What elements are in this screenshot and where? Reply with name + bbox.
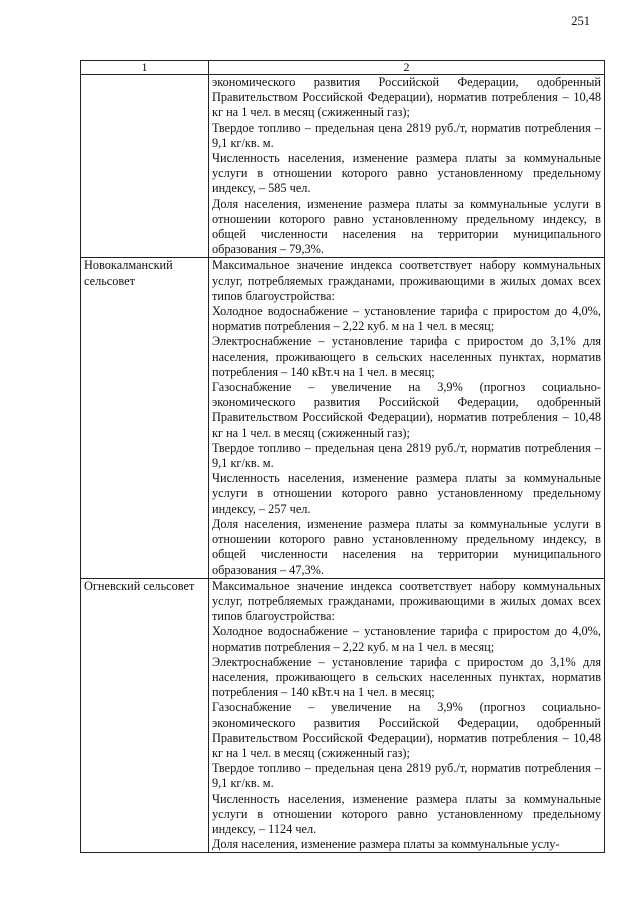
paragraph: Холодное водоснабжение – установление тарифа с приростом до 4,0%, норматив потребления – 2,22 куб. м на 1 чел. в месяц; (212, 624, 601, 654)
indicator-description (209, 258, 605, 578)
paragraph: экономического развития Российской Федерации, одобренный Правительством Российской Федерации), норматив потребления – 10,48 кг на 1 чел. в месяц (сжиженный газ); (212, 75, 601, 120)
indicator-description (209, 75, 605, 258)
paragraph: Электроснабжение – установление тарифа с приростом до 3,1% для населения, проживающего в сельских населенных пунктах, норматив потребления – 140 кВт.ч на 1 чел. в месяц; (212, 334, 601, 379)
paragraph: Численность населения, изменение размера платы за коммунальные услуги в отношении которого равно установленному предельному индексу, – 257 чел. (212, 471, 601, 516)
document-table (80, 60, 605, 853)
table-row (81, 578, 605, 853)
paragraph: Доля населения, изменение размера платы за коммунальные услуги в отношении которого равно установленному предельному индексу, в общей численности населения на территории муниципального образования – 79,3%. (212, 196, 601, 257)
table-header-row (81, 61, 605, 75)
paragraph: Доля населения, изменение размера платы за коммунальные услуги в отношении которого равно установленному предельному индексу, в общей численности населения на территории муниципального образования – 47,3%. (212, 516, 601, 577)
paragraph: Электроснабжение – установление тарифа с приростом до 3,1% для населения, проживающего в сельских населенных пунктах, норматив потребления – 140 кВт.ч на 1 чел. в месяц; (212, 654, 601, 700)
paragraph: Газоснабжение – увеличение на 3,9% (прогноз социально-экономического развития Российской Федерации, одобренный Правительством Российской Федерации), норматив потребления – 10,48 кг на 1 чел. в месяц (сжиженный газ); (212, 380, 601, 440)
paragraph: Численность населения, изменение размера платы за коммунальные услуги в отношении которого равно установленному предельному индексу, – 1124 чел. (212, 791, 601, 836)
municipality-name: Огневский сельсовет (81, 578, 209, 853)
paragraph: Доля населения, изменение размера платы за коммунальные услу- (212, 837, 560, 852)
indicator-description (209, 578, 605, 853)
paragraph: Максимальное значение индекса соответствует набору коммунальных услуг, потребляемых гражданами, проживающими в жилых домах всех типов благоустройства: (212, 578, 601, 624)
municipality-name (81, 75, 209, 258)
column-1-header: 1 (81, 61, 209, 75)
paragraph: Газоснабжение – увеличение на 3,9% (прогноз социально-экономического развития Российской Федерации, одобренный Правительством Российской Федерации), норматив потребления – 10,48 кг на 1 чел. в месяц (сжиженный газ); (212, 700, 601, 760)
paragraph: Максимальное значение индекса соответствует набору коммунальных услуг, потребляемых гражданами, проживающими в жилых домах всех типов благоустройства: (212, 258, 601, 303)
paragraph: Твердое топливо – предельная цена 2819 руб./т, норматив потребления – 9,1 кг/кв. м. (212, 440, 601, 471)
column-2-header: 2 (209, 61, 605, 75)
paragraph: Численность населения, изменение размера платы за коммунальные услуги в отношении которого равно установленному предельному индексу, – 585 чел. (212, 151, 601, 196)
paragraph: Холодное водоснабжение – установление тарифа с приростом до 4,0%, норматив потребления – 2,22 куб. м на 1 чел. в месяц; (212, 304, 601, 334)
municipality-name: Новокалманский сельсовет (81, 258, 209, 578)
paragraph: Твердое топливо – предельная цена 2819 руб./т, норматив потребления – 9,1 кг/кв. м. (212, 761, 601, 791)
paragraph: Твердое топливо – предельная цена 2819 руб./т, норматив потребления – 9,1 кг/кв. м. (212, 120, 601, 150)
page-number: 251 (571, 14, 590, 28)
table-row (81, 75, 605, 258)
table-row (81, 258, 605, 578)
